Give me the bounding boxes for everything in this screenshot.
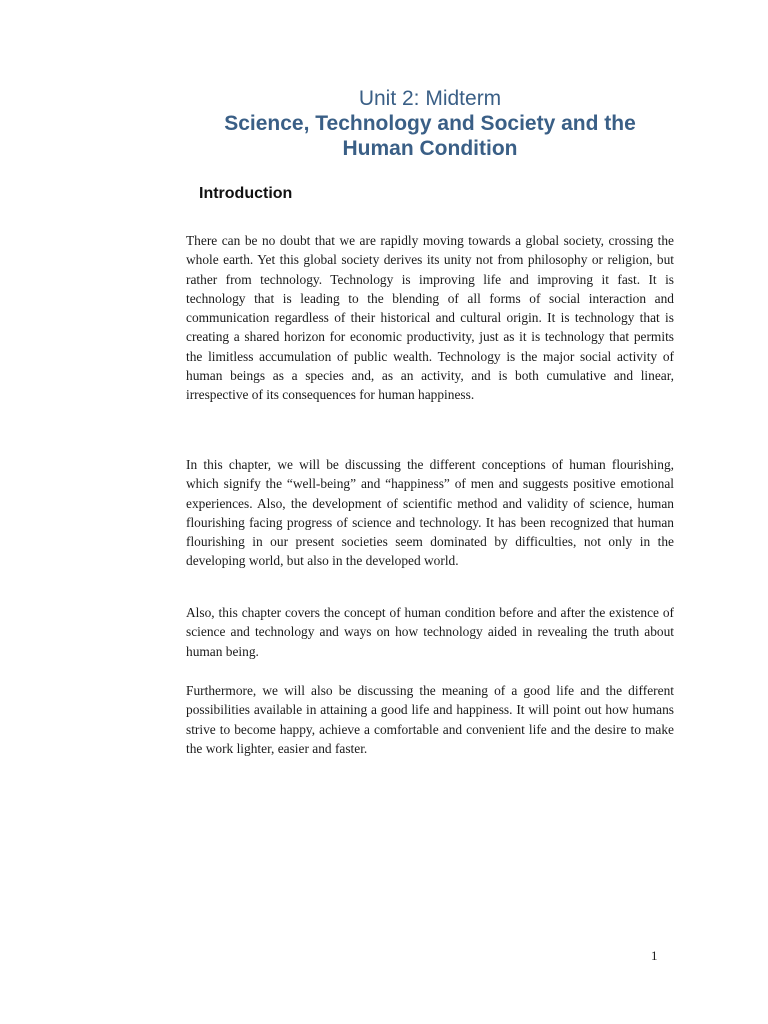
- unit-line: Unit 2: Midterm: [358, 87, 502, 110]
- document-title: [180, 86, 680, 161]
- title-line-1: Science, Technology and Society and the: [224, 112, 636, 135]
- section-heading: Introduction: [199, 185, 293, 202]
- paragraph-2: In this chapter, we will be discussing the different conceptions of human flourishing, which signify the “well-being” and “happiness” of men and suggests positive emotional experiences. Also, the development of scientific method and validity of science, human flourishing facing progress of science and technology. It has been recognized that human flourishing in our present societies seem dominated by difficulties, not only in the developing world, but also in the developed world.: [186, 457, 674, 569]
- paragraph-3: Also, this chapter covers the concept of human condition before and after the existence of science and technology and ways on how technology aided in revealing the truth about human being.: [186, 605, 674, 659]
- paragraph-4: Furthermore, we will also be discussing the meaning of a good life and the different possibilities available in attaining a good life and happiness. It will point out how humans strive to become happy, achieve a comfortable and convenient life and the desire to make the work lighter, easier and faster.: [186, 683, 674, 756]
- paragraph-1: There can be no doubt that we are rapidly moving towards a global society, crossing the whole earth. Yet this global society derives its unity not from philosophy or religion, but rather from technology. Technology is improving life and improving it fast. It is technology that is leading to the blending of all forms of social interaction and communication regardless of their historical and cultural origin. It is technology that is creating a shared horizon for economic productivity, just as it is technology that permits the limitless accumulation of public wealth. Technology is the major social activity of human beings as a species and, as an activity, and is both cumulative and linear, irrespective of its consequences for human happiness.: [186, 233, 674, 403]
- page-number: 1: [651, 948, 658, 963]
- title-line-2: Human Condition: [342, 137, 518, 160]
